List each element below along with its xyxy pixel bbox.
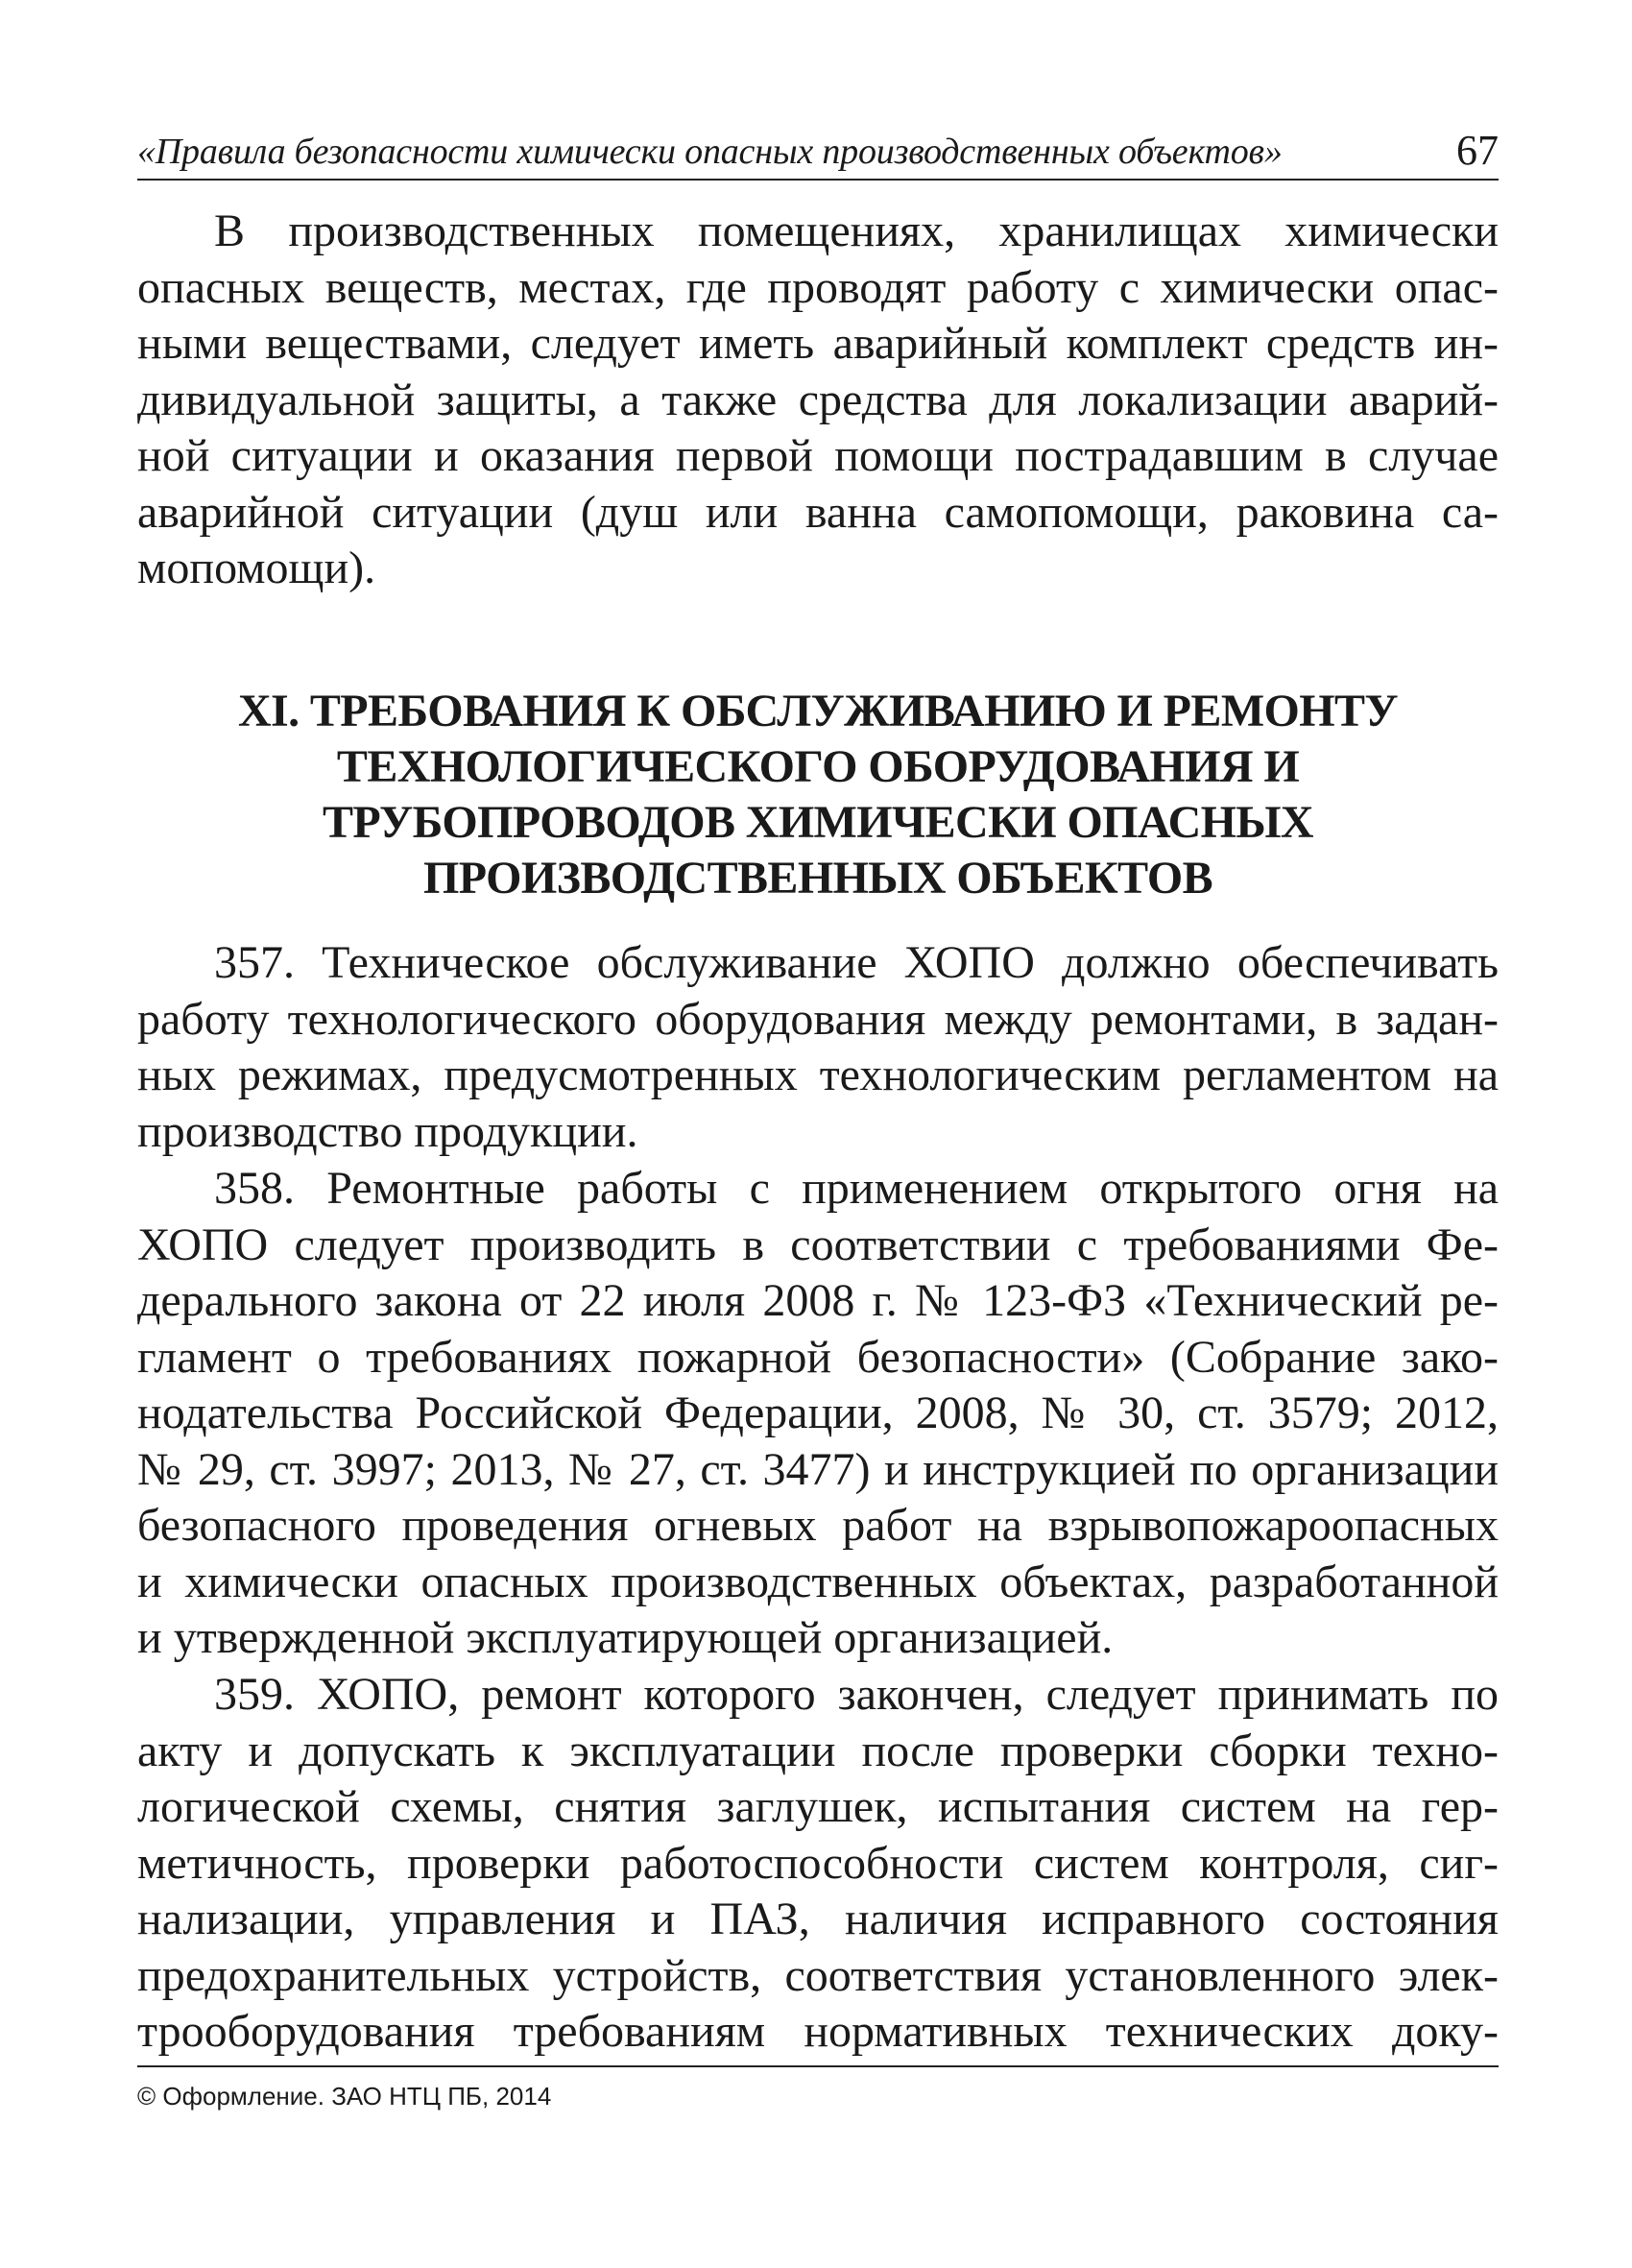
page-header bbox=[137, 123, 1499, 181]
text-line: ных режимах, предусмотренных технологическим регламентом на bbox=[137, 1050, 1499, 1100]
footer-copyright: © Оформление. ЗАО НТЦ ПБ, 2014 bbox=[137, 2082, 552, 2111]
text-line: 359. ХОПО, ремонт которого закончен, следует принимать по bbox=[214, 1669, 1499, 1720]
section-heading bbox=[137, 684, 1499, 906]
section-heading-line: ТРУБОПРОВОДОВ ХИМИЧЕСКИ ОПАСНЫХ bbox=[323, 797, 1313, 848]
text-line: работу технологического оборудования между ремонтами, в задан- bbox=[137, 993, 1499, 1045]
paragraph-358 bbox=[137, 1161, 1499, 1667]
text-line: ными веществами, следует иметь аварийный комплект средств ин- bbox=[137, 318, 1499, 369]
text-line: нодательства Российской Федерации, 2008, № 30, ст. 3579; 2012, bbox=[137, 1387, 1499, 1438]
text-line: и утвержденной эксплуатирующей организацией. bbox=[137, 1612, 1114, 1663]
text-line: дерального закона от 22 июля 2008 г. № 123-ФЗ «Технический ре- bbox=[137, 1275, 1499, 1326]
text-line: ной ситуации и оказания первой помощи пострадавшим в случае bbox=[137, 430, 1499, 481]
footer-divider bbox=[137, 2065, 1499, 2067]
text-line: логической схемы, снятия заглушек, испытания систем на гер- bbox=[137, 1781, 1499, 1832]
text-line: метичность, проверки работоспособности систем контроля, сиг- bbox=[137, 1837, 1499, 1889]
section-heading-line: ПРОИЗВОДСТВЕННЫХ ОБЪЕКТОВ bbox=[422, 853, 1213, 904]
text-line: опасных веществ, местах, где проводят работу с химически опас- bbox=[137, 261, 1499, 313]
text-line: безопасного проведения огневых работ на взрывопожароопасных bbox=[137, 1500, 1499, 1551]
paragraph-357 bbox=[137, 935, 1499, 1160]
page-number: 67 bbox=[1456, 127, 1499, 174]
text-line: предохранительных устройств, соответствия установленного элек- bbox=[137, 1949, 1499, 2001]
text-line: нализации, управления и ПАЗ, наличия исправного состояния bbox=[137, 1894, 1499, 1944]
text-line: производство продукции. bbox=[137, 1105, 638, 1157]
text-line: 357. Техническое обслуживание ХОПО должно обеспечивать bbox=[214, 937, 1499, 988]
text-line: акту и допускать к эксплуатации после проверки сборки техно- bbox=[137, 1725, 1499, 1776]
text-line: трооборудования требованиям нормативных технических доку- bbox=[137, 2006, 1499, 2057]
text-line: и химически опасных производственных объектах, разработанной bbox=[137, 1556, 1499, 1607]
text-line: мопомощи). bbox=[137, 543, 376, 593]
running-header-title: «Правила безопасности химически опасных производственных объектов» bbox=[137, 132, 1283, 172]
text-line: гламент о требованиях пожарной безопасности» (Собрание зако- bbox=[137, 1331, 1499, 1383]
text-line: № 29, ст. 3997; 2013, № 27, ст. 3477) и инструкцией по организации bbox=[137, 1443, 1499, 1495]
paragraph-359 bbox=[137, 1667, 1499, 2061]
text-line: В производственных помещениях, хранилищах химически bbox=[214, 205, 1499, 256]
section-heading-line: XI. ТРЕБОВАНИЯ К ОБСЛУЖИВАНИЮ И РЕМОНТУ bbox=[237, 686, 1399, 736]
text-line: 358. Ремонтные работы с применением открытого огня на bbox=[214, 1163, 1499, 1214]
paragraph-intro bbox=[137, 204, 1499, 597]
text-line: ХОПО следует производить в соответствии с требованиями Фе- bbox=[137, 1218, 1499, 1270]
text-line: дивидуальной защиты, а также средства для локализации аварий- bbox=[137, 374, 1499, 425]
section-heading-line: ТЕХНОЛОГИЧЕСКОГО ОБОРУДОВАНИЯ И bbox=[336, 741, 1300, 792]
text-line: аварийной ситуации (душ или ванна самопомощи, раковина са- bbox=[137, 486, 1499, 538]
